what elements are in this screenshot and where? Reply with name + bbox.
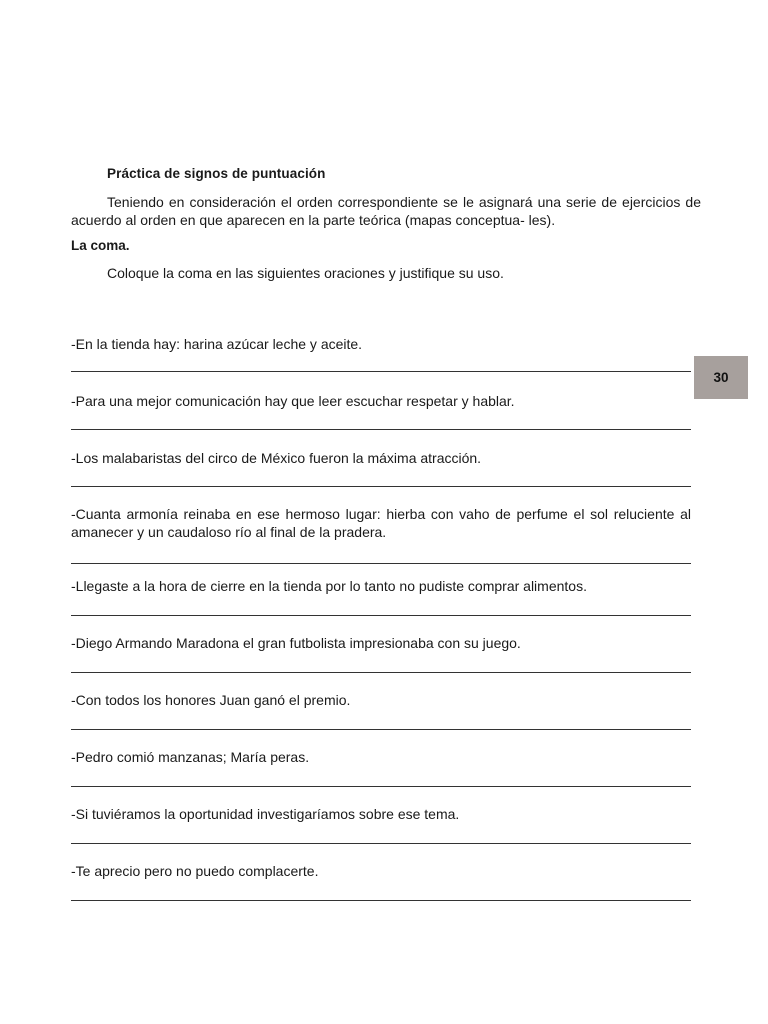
exercise-sentence: -Pedro comió manzanas; María peras. bbox=[71, 749, 310, 765]
answer-line bbox=[71, 486, 691, 487]
answer-line bbox=[71, 843, 691, 844]
answer-line bbox=[71, 563, 691, 564]
answer-line bbox=[71, 429, 691, 430]
instruction-text: Coloque la coma en las siguientes oraciones y justifique su uso. bbox=[107, 265, 504, 281]
exercise-sentence: -Cuanta armonía reinaba en ese hermoso lugar: hierba con vaho de perfume el sol reluciente al amanecer y un caudaloso río al final de la pradera. bbox=[71, 506, 691, 540]
exercise-sentence: -Con todos los honores Juan ganó el premio. bbox=[71, 692, 351, 708]
answer-line bbox=[71, 672, 691, 673]
answer-line bbox=[71, 900, 691, 901]
page-title: Práctica de signos de puntuación bbox=[107, 166, 326, 181]
exercise-sentence: -Te aprecio pero no puedo complacerte. bbox=[71, 863, 319, 879]
exercise-sentence: -Si tuviéramos la oportunidad investigaríamos sobre ese tema. bbox=[71, 806, 460, 822]
exercise-sentence: -Diego Armando Maradona el gran futbolista impresionaba con su juego. bbox=[71, 635, 521, 651]
answer-line bbox=[71, 371, 691, 372]
exercise-sentence: -Llegaste a la hora de cierre en la tienda por lo tanto no pudiste comprar alimentos. bbox=[71, 578, 587, 594]
answer-line bbox=[71, 729, 691, 730]
intro-paragraph: Teniendo en consideración el orden correspondiente se le asignará una serie de ejercicios de acuerdo al orden en que aparecen en la parte teórica (mapas conceptua- les). bbox=[71, 194, 701, 228]
page-number: 30 bbox=[713, 370, 729, 385]
answer-line bbox=[71, 786, 691, 787]
section-title: La coma. bbox=[71, 238, 130, 253]
exercise-sentence: -En la tienda hay: harina azúcar leche y aceite. bbox=[71, 336, 363, 352]
exercise-sentence: -Los malabaristas del circo de México fueron la máxima atracción. bbox=[71, 450, 482, 466]
answer-line bbox=[71, 615, 691, 616]
exercise-sentence: -Para una mejor comunicación hay que leer escuchar respetar y hablar. bbox=[71, 393, 515, 409]
page-number-tab bbox=[694, 356, 748, 399]
